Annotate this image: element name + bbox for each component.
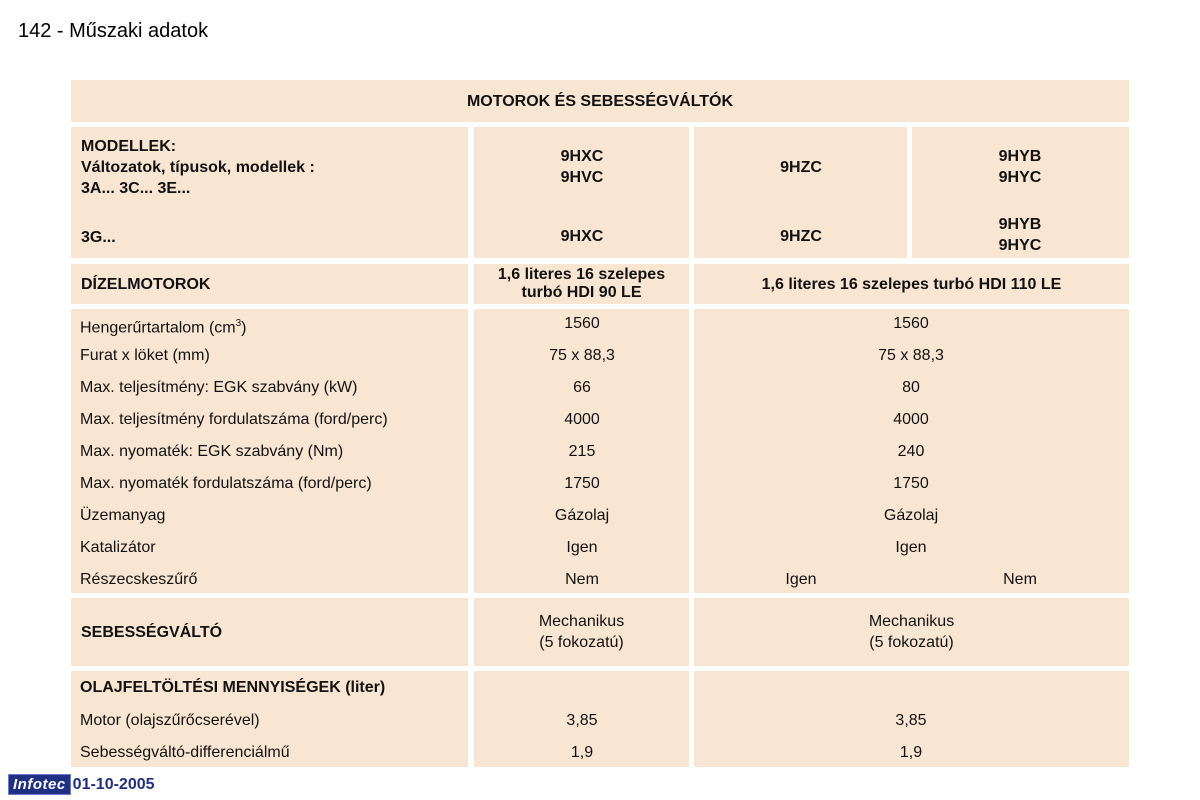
model-code: 9HXC [560,148,604,165]
footer [8,774,155,795]
engines-col1-cell [474,264,689,304]
oil-heading: OLAJFELTÖLTÉSI MENNYISÉGEK (liter) [80,679,386,696]
spec-label: Katalizátor [80,539,156,556]
gearbox-value-line: Mechanikus [538,613,625,630]
model-code: 9HZC [780,228,822,245]
model-code: 9HYB [998,216,1042,233]
gearbox-col2-cell [694,598,1129,666]
oil-label: Sebességváltó-differenciálmű [80,744,290,761]
oil-label: Motor (olajszűrőcserével) [80,712,260,729]
spec-value: 75 x 88,3 [878,347,944,364]
model-code: 9HZC [780,159,822,176]
models-label-3g: 3G... [81,229,116,246]
oil-value: 3,85 [566,712,598,729]
gearbox-value-line: Mechanikus [868,613,955,630]
spec-value: Gázolaj [554,507,610,524]
spec-label: Üzemanyag [80,507,166,524]
gearbox-label: SEBESSÉGVÁLTÓ [81,623,223,641]
engines-col2-cell [694,264,1129,304]
spec-value: Igen [785,571,817,588]
table-heading [71,80,1129,122]
gearbox-value-line: (5 fokozatú) [539,634,624,651]
spec-value: Nem [1003,571,1037,588]
gearbox-col1-cell [474,598,689,666]
models-label-line: MODELLEK: [81,138,177,155]
page-title: 142 - Műszaki adatok [18,20,209,42]
models-label-line: Változatok, típusok, modellek : [81,159,315,176]
oil-value: 1,9 [570,744,594,761]
model-code: 9HYC [998,237,1042,254]
engine-name: 1,6 literes 16 szelepes turbó HDI 110 LE [761,275,1062,293]
spec-value: 240 [897,443,925,460]
gearbox-label-cell [71,598,468,666]
engine-name-line: 1,6 literes 16 szelepes [497,266,666,283]
spec-value: 215 [568,443,596,460]
engines-label: DÍZELMOTOROK [81,275,211,293]
spec-label: Hengerűrtartalom $(cm^3)$ [80,318,247,337]
spec-label: Max. teljesítmény: EGK szabvány (kW) [80,379,358,396]
spec-value: 4000 [564,411,600,428]
infotec-logo: Infotec [8,774,71,795]
model-code: 9HVC [560,169,604,186]
spec-value: Nem [565,571,599,588]
spec-value: 1750 [893,475,929,492]
engines-label-cell [71,264,468,304]
spec-value: 75 x 88,3 [549,347,615,364]
spec-value: 4000 [893,411,929,428]
models-label-line: 3A... 3C... 3E... [81,180,191,197]
model-code: 9HYC [998,169,1042,186]
models-label-cell [71,127,468,258]
spec-value: Igen [895,539,927,556]
model-code: 9HXC [560,228,604,245]
engine-name-line: turbó HDI 90 LE [521,284,642,301]
spec-value: 1560 [564,315,600,332]
oil-value: 1,9 [899,744,923,761]
oil-value: 3,85 [895,712,927,729]
gearbox-value-line: (5 fokozatú) [869,634,954,651]
spec-label: Részecskeszűrő [80,571,198,588]
table-heading-text: MOTOROK ÉS SEBESSÉGVÁLTÓK [466,92,734,110]
spec-label: Max. nyomaték: EGK szabvány (Nm) [80,443,344,460]
footer-date: 01-10-2005 [72,775,155,793]
model-code: 9HYB [998,148,1042,165]
spec-value: 80 [902,379,920,396]
spec-value: 1560 [893,315,929,332]
spec-label: Max. teljesítmény fordulatszáma (ford/perc) [80,411,388,428]
spec-value: 66 [573,379,591,396]
spec-value: 1750 [564,475,600,492]
spec-label: Furat x löket (mm) [80,347,210,364]
spec-value: Gázolaj [883,507,939,524]
spec-value: Igen [566,539,598,556]
spec-label: Max. nyomaték fordulatszáma (ford/perc) [80,475,372,492]
